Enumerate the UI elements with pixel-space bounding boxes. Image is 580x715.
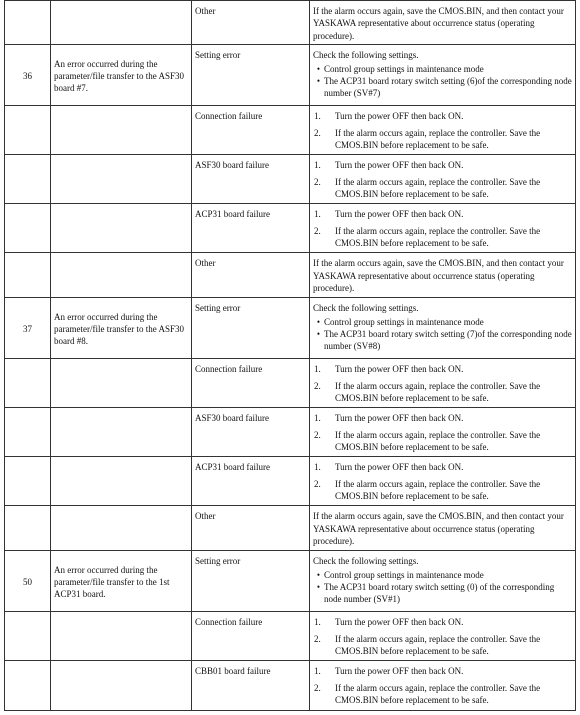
description-cell: [51, 661, 192, 711]
description-cell: [51, 155, 192, 204]
remedy-cell: [310, 155, 576, 204]
remedy-step: 1. Turn the power OFF then back ON.: [314, 413, 464, 424]
table-row: [5, 408, 576, 457]
cause-cell: Other: [192, 253, 310, 298]
description-cell: [51, 359, 192, 408]
bullet-icon: •: [316, 76, 321, 87]
bullet-icon: •: [316, 316, 321, 327]
description-cell: [51, 506, 192, 551]
remedy-cell: If the alarm occurs again, save the CMOS.BIN, and then contact your YASKAWA representative about occurrence status (operating procedure).: [310, 506, 576, 551]
remedy-bullet: • The ACP31 board rotary switch setting (0) of the corresponding node number (SV#1): [313, 581, 572, 606]
remedy-cell: [310, 661, 576, 711]
bullet-icon: •: [316, 63, 321, 74]
description-cell: An error occurred during the parameter/file transfer to the ASF30 board #7.: [51, 45, 192, 106]
cause-cell: ASF30 board failure: [192, 155, 310, 204]
bullet-icon: •: [316, 329, 321, 340]
cause-cell: Setting error: [192, 551, 310, 612]
remedy-cell: [310, 612, 576, 661]
alarm-code-cell: [5, 661, 51, 711]
cause-cell: Other: [192, 506, 310, 551]
cause-cell: CBB01 board failure: [192, 661, 310, 711]
description-cell: An error occurred during the parameter/file transfer to the 1st ACP31 board.: [51, 551, 192, 612]
cause-cell: ACP31 board failure: [192, 204, 310, 253]
description-cell: [51, 106, 192, 155]
cause-cell: Setting error: [192, 45, 310, 106]
cause-cell: Setting error: [192, 298, 310, 359]
table-row: [5, 359, 576, 408]
remedy-step: 1. Turn the power OFF then back ON.: [314, 617, 464, 628]
table-row: [5, 253, 576, 298]
remedy-bullet: • The ACP31 board rotary switch setting (7)of the corresponding node number (SV#8): [313, 328, 572, 353]
remedy-cell: [310, 106, 576, 155]
alarm-code-cell: [5, 408, 51, 457]
remedy-cell: [310, 457, 576, 506]
remedy-step: 1. Turn the power OFF then back ON.: [314, 111, 464, 122]
alarm-code-cell: [5, 359, 51, 408]
description-cell: [51, 253, 192, 298]
alarm-code-cell: [5, 506, 51, 551]
alarm-code-cell: [5, 457, 51, 506]
remedy-cell: [310, 551, 576, 612]
bullet-icon: •: [316, 569, 321, 580]
description-cell: An error occurred during the parameter/file transfer to the ASF30 board #8.: [51, 298, 192, 359]
remedy-intro: Check the following settings.: [313, 556, 419, 567]
remedy-step: 2. If the alarm occurs again, replace the controller. Save the CMOS.BIN before replacement to be safe.: [314, 633, 541, 657]
remedy-step: 1. Turn the power OFF then back ON.: [314, 462, 464, 473]
table-row: [5, 661, 576, 711]
table-row: [5, 204, 576, 253]
table-row: [5, 612, 576, 661]
table-row: [5, 45, 576, 106]
table-row: [5, 106, 576, 155]
description-cell: [51, 204, 192, 253]
alarm-code-cell: [5, 612, 51, 661]
remedy-step: 1. Turn the power OFF then back ON.: [314, 666, 464, 677]
cause-cell: Connection failure: [192, 612, 310, 661]
table-row: [5, 457, 576, 506]
cause-cell: Connection failure: [192, 359, 310, 408]
remedy-step: 2. If the alarm occurs again, replace the controller. Save the CMOS.BIN before replacement to be safe.: [314, 380, 541, 404]
alarm-code-cell: [5, 204, 51, 253]
description-cell: [51, 612, 192, 661]
cause-cell: Other: [192, 1, 310, 45]
remedy-step: 1. Turn the power OFF then back ON.: [314, 160, 464, 171]
alarm-code-cell: [5, 106, 51, 155]
cause-cell: ASF30 board failure: [192, 408, 310, 457]
alarm-table-body: [5, 1, 576, 711]
remedy-bullet: • Control group settings in maintenance mode: [313, 569, 572, 581]
remedy-cell: If the alarm occurs again, save the CMOS.BIN, and then contact your YASKAWA representative about occurrence status (operating procedure).: [310, 253, 576, 298]
alarm-code-cell: 37: [5, 298, 51, 359]
remedy-cell: [310, 408, 576, 457]
table-row: [5, 155, 576, 204]
remedy-cell: [310, 45, 576, 106]
remedy-cell: [310, 359, 576, 408]
alarm-code-cell: [5, 253, 51, 298]
remedy-step: 2. If the alarm occurs again, replace the controller. Save the CMOS.BIN before replacement to be safe.: [314, 176, 541, 200]
alarm-code-cell: [5, 155, 51, 204]
description-cell: [51, 1, 192, 45]
alarm-code-cell: [5, 1, 51, 45]
remedy-bullet: • The ACP31 board rotary switch setting (6)of the corresponding node number (SV#7): [313, 75, 572, 100]
table-row: [5, 298, 576, 359]
table-row: [5, 1, 576, 45]
bullet-icon: •: [316, 582, 321, 593]
remedy-step: 2. If the alarm occurs again, replace the controller. Save the CMOS.BIN before replacement to be safe.: [314, 478, 541, 502]
remedy-step: 2. If the alarm occurs again, replace the controller. Save the CMOS.BIN before replacement to be safe.: [314, 225, 541, 249]
remedy-intro: Check the following settings.: [313, 50, 419, 61]
description-cell: [51, 408, 192, 457]
remedy-cell: [310, 298, 576, 359]
remedy-bullet: • Control group settings in maintenance mode: [313, 316, 572, 328]
remedy-step: 2. If the alarm occurs again, replace the controller. Save the CMOS.BIN before replacement to be safe.: [314, 429, 541, 453]
description-cell: [51, 457, 192, 506]
remedy-step: 2. If the alarm occurs again, replace the controller. Save the CMOS.BIN before replacement to be safe.: [314, 127, 541, 151]
alarm-code-cell: 50: [5, 551, 51, 612]
remedy-step: 1. Turn the power OFF then back ON.: [314, 209, 464, 220]
table-row: [5, 551, 576, 612]
remedy-bullet: • Control group settings in maintenance mode: [313, 63, 572, 75]
remedy-cell: If the alarm occurs again, save the CMOS.BIN, and then contact your YASKAWA representative about occurrence status (operating procedure).: [310, 1, 576, 45]
remedy-intro: Check the following settings.: [313, 303, 419, 314]
remedy-cell: [310, 204, 576, 253]
alarm-code-cell: 36: [5, 45, 51, 106]
table-row: [5, 506, 576, 551]
remedy-step: 2. If the alarm occurs again, replace the controller. Save the CMOS.BIN before replacement to be safe.: [314, 682, 541, 706]
cause-cell: ACP31 board failure: [192, 457, 310, 506]
remedy-step: 1. Turn the power OFF then back ON.: [314, 364, 464, 375]
cause-cell: Connection failure: [192, 106, 310, 155]
alarm-table: [4, 0, 576, 711]
